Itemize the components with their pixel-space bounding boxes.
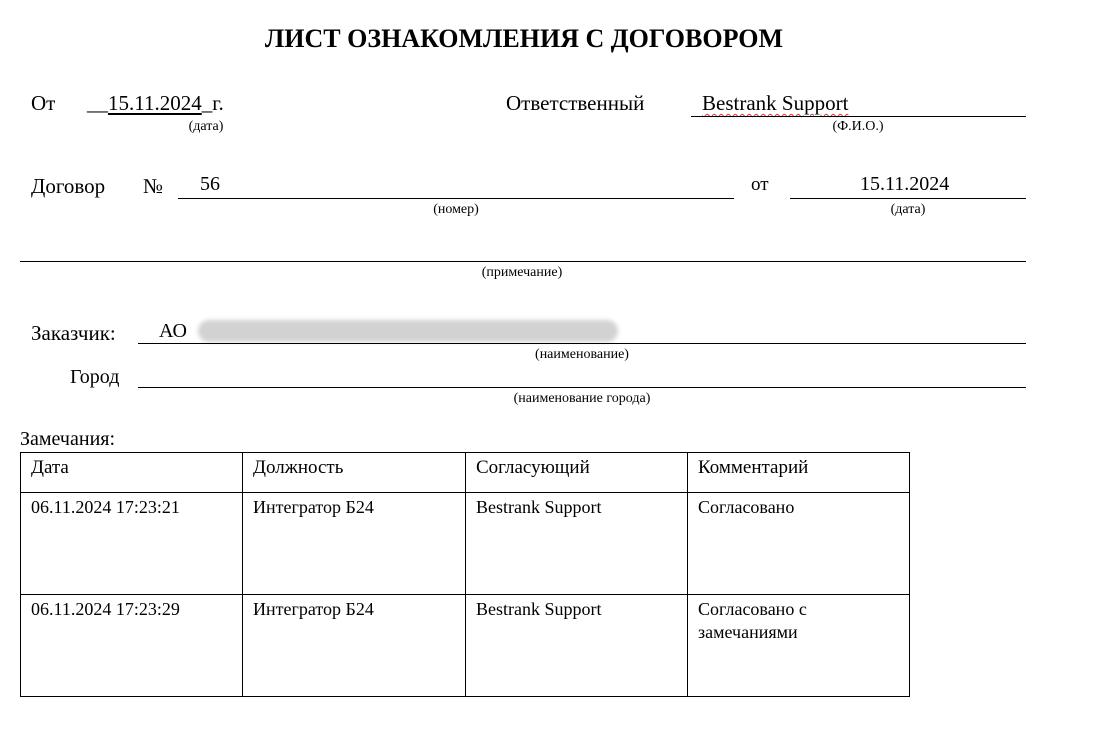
customer-label: Заказчик: [31,321,116,345]
cell-position: Интегратор Б24 [243,493,466,595]
column-header-position: Должность [243,453,466,493]
cell-comment: Согласовано [688,493,910,595]
city-label: Город [70,366,120,388]
column-header-approver: Согласующий [466,453,688,493]
from-label: От [31,91,56,115]
redacted-customer-name [198,320,618,342]
cell-date: 06.11.2024 17:23:29 [21,595,243,697]
city-caption: (наименование города) [513,391,651,406]
contract-number-caption: (номер) [433,202,479,217]
document-date[interactable] [87,91,224,116]
contract-number-underline [178,198,734,199]
note-caption: (примечание) [481,265,563,280]
table-row [21,493,910,595]
cell-approver: Bestrank Support [466,595,688,697]
responsible-underline [691,116,1026,117]
cell-comment: Согласовано с замечаниями [688,595,910,697]
contract-date-caption: (дата) [890,202,926,217]
column-header-comment: Комментарий [688,453,910,493]
customer-caption: (наименование) [535,347,629,362]
cell-date: 06.11.2024 17:23:21 [21,493,243,595]
city-underline [138,387,1026,388]
table-row [21,595,910,697]
responsible-label: Ответственный [506,91,645,115]
table-header-row [21,453,910,493]
contract-date-underline [790,198,1026,199]
contract-from-label: от [751,174,769,195]
remarks-label: Замечания: [20,428,116,450]
responsible-name[interactable]: Bestrank Support [702,91,849,115]
date-caption: (дата) [188,119,224,134]
responsible-caption: (Ф.И.О.) [832,119,884,134]
date-value: 15.11.2024 [108,91,202,115]
customer-value[interactable]: АО [159,320,187,342]
date-suffix: _г. [201,91,224,115]
cell-position: Интегратор Б24 [243,595,466,697]
contract-number-sign: № [143,174,164,198]
cell-approver: Bestrank Support [466,493,688,595]
contract-label: Договор [31,174,106,198]
customer-underline [138,343,1026,344]
column-header-date: Дата [21,453,243,493]
document-title: ЛИСТ ОЗНАКОМЛЕНИЯ С ДОГОВОРОМ [264,24,784,53]
date-prefix: __ [87,91,108,115]
contract-number[interactable]: 56 [200,173,220,195]
remarks-table [20,452,910,697]
note-underline [20,261,1026,262]
contract-date[interactable]: 15.11.2024 [860,173,950,195]
